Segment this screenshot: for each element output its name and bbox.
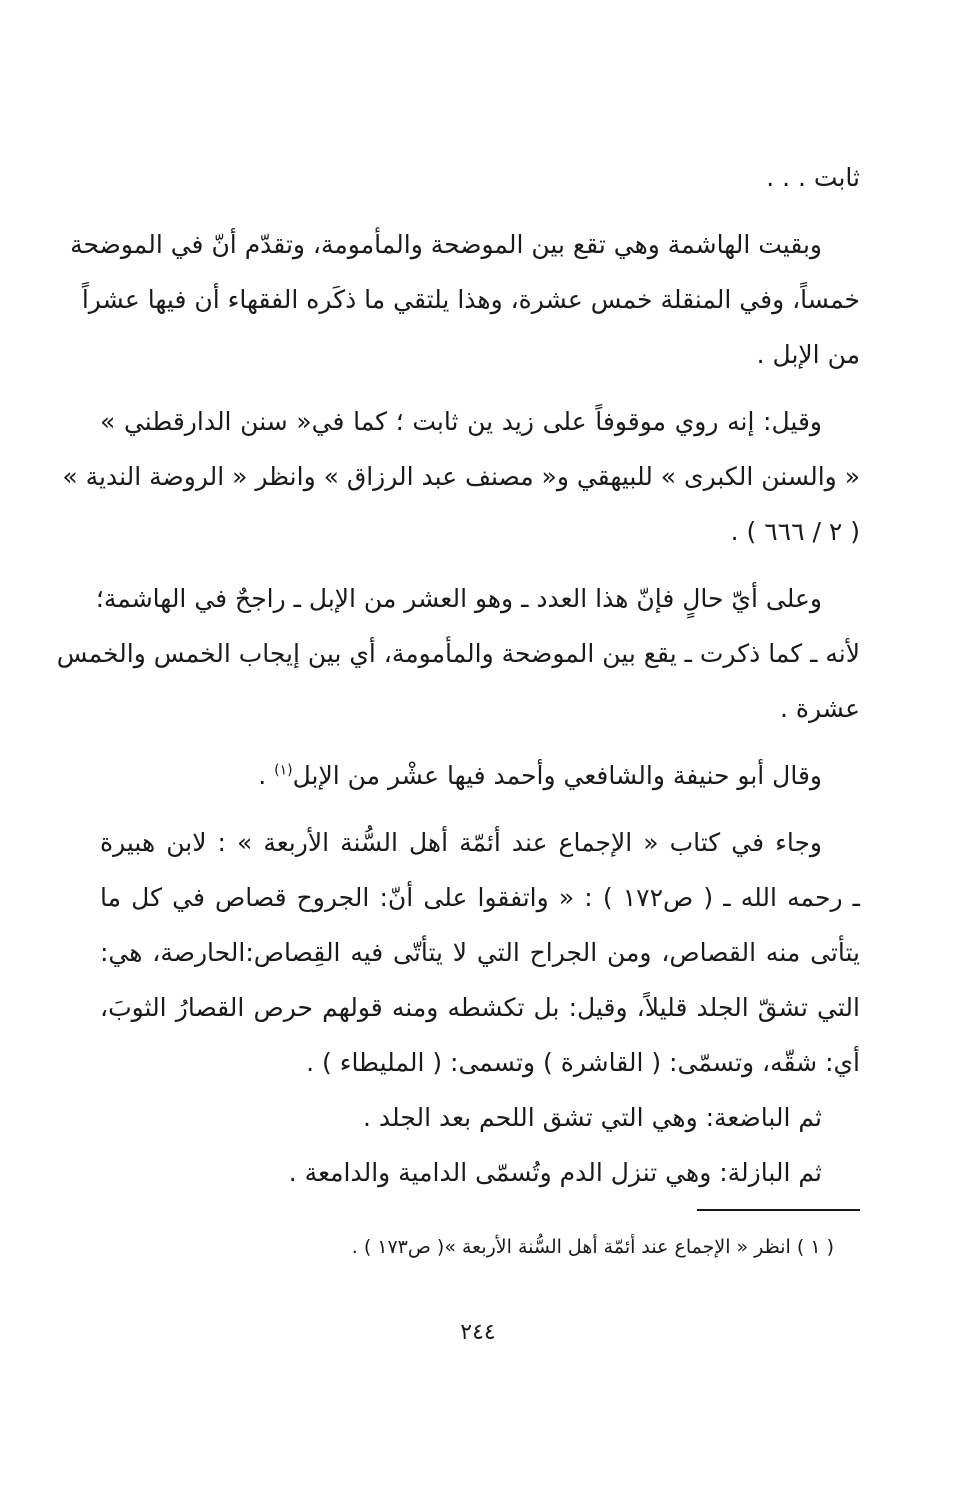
text-line: أي: شقّه، وتسمّى: ( القاشرة ) وتسمى: ( المليطاء ) . (306, 1048, 860, 1077)
page-body (56, 150, 860, 1200)
text-line: يتأتى منه القصاص، ومن الجراح التي لا يتأتّى فيه القِصاص:الحارصة، هي: (100, 938, 860, 967)
footnote: ( ١ ) انظر « الإجماع عند أئمّة أهل السُّنة الأربعة »( ص١٧٣ ) . (351, 1236, 834, 1258)
text-line: من الإبل . (756, 340, 860, 369)
text-line: وعلى أيّ حالٍ فإنّ هذا العدد ـ وهو العشر من الإبل ـ راجحٌ في الهاشمة؛ (95, 584, 822, 613)
text-line: التي تشقّ الجلد قليلاً، وقيل: بل تكشطه ومنه قولهم حرص القصارُ الثوبَ، (100, 993, 860, 1022)
text-line: وجاء في كتاب « الإجماع عند أئمّة أهل السُّنة الأربعة » : لابن هبيرة (100, 828, 822, 857)
text-line: ( ٢ / ٦٦٦ ) . (730, 517, 860, 546)
quote-text: وقال أبو حنيفة والشافعي وأحمد فيها عشْر من الإبل (292, 761, 822, 790)
text-line: وقيل: إنه روي موقوفاً على زيد ين ثابت ؛ كما في« سنن الدارقطني » (100, 407, 822, 436)
footnote-divider (697, 1209, 860, 1211)
page-number: ٢٤٤ (460, 1320, 496, 1345)
text-line: وبقيت الهاشمة وهي تقع بين الموضحة والمأمومة، وتقدّم أنّ في الموضحة (70, 230, 822, 259)
text-line: خمساً، وفي المنقلة خمس عشرة، وهذا يلتقي ما ذكَره الفقهاء أن فيها عشراً (81, 285, 860, 314)
text-line: ثم الباضعة: وهي التي تشق اللحم بعد الجلد . (363, 1103, 822, 1132)
text-line: وقال أبو حنيفة والشافعي وأحمد فيها عشْر من الإبل$^{(١)}$ . (258, 761, 822, 790)
text-line: ثابت . . . (766, 163, 860, 192)
text-line: ثم البازلة: وهي تنزل الدم وتُسمّى الدامية والدامعة . (288, 1158, 822, 1187)
text-line: « والسنن الكبرى » للبيهقي و« مصنف عبد الرزاق » وانظر « الروضة الندية » (62, 462, 860, 491)
text-line: لأنه ـ كما ذكرت ـ يقع بين الموضحة والمأمومة، أي بين إيجاب الخمس والخمس (56, 639, 860, 668)
text-line: ـ رحمه الله ـ ( ص١٧٢ ) : « واتفقوا على أنّ: الجروح قصاص في كل ما (100, 883, 860, 912)
footnote-marker: (١) (274, 762, 293, 779)
text-line: عشرة . (779, 694, 860, 723)
